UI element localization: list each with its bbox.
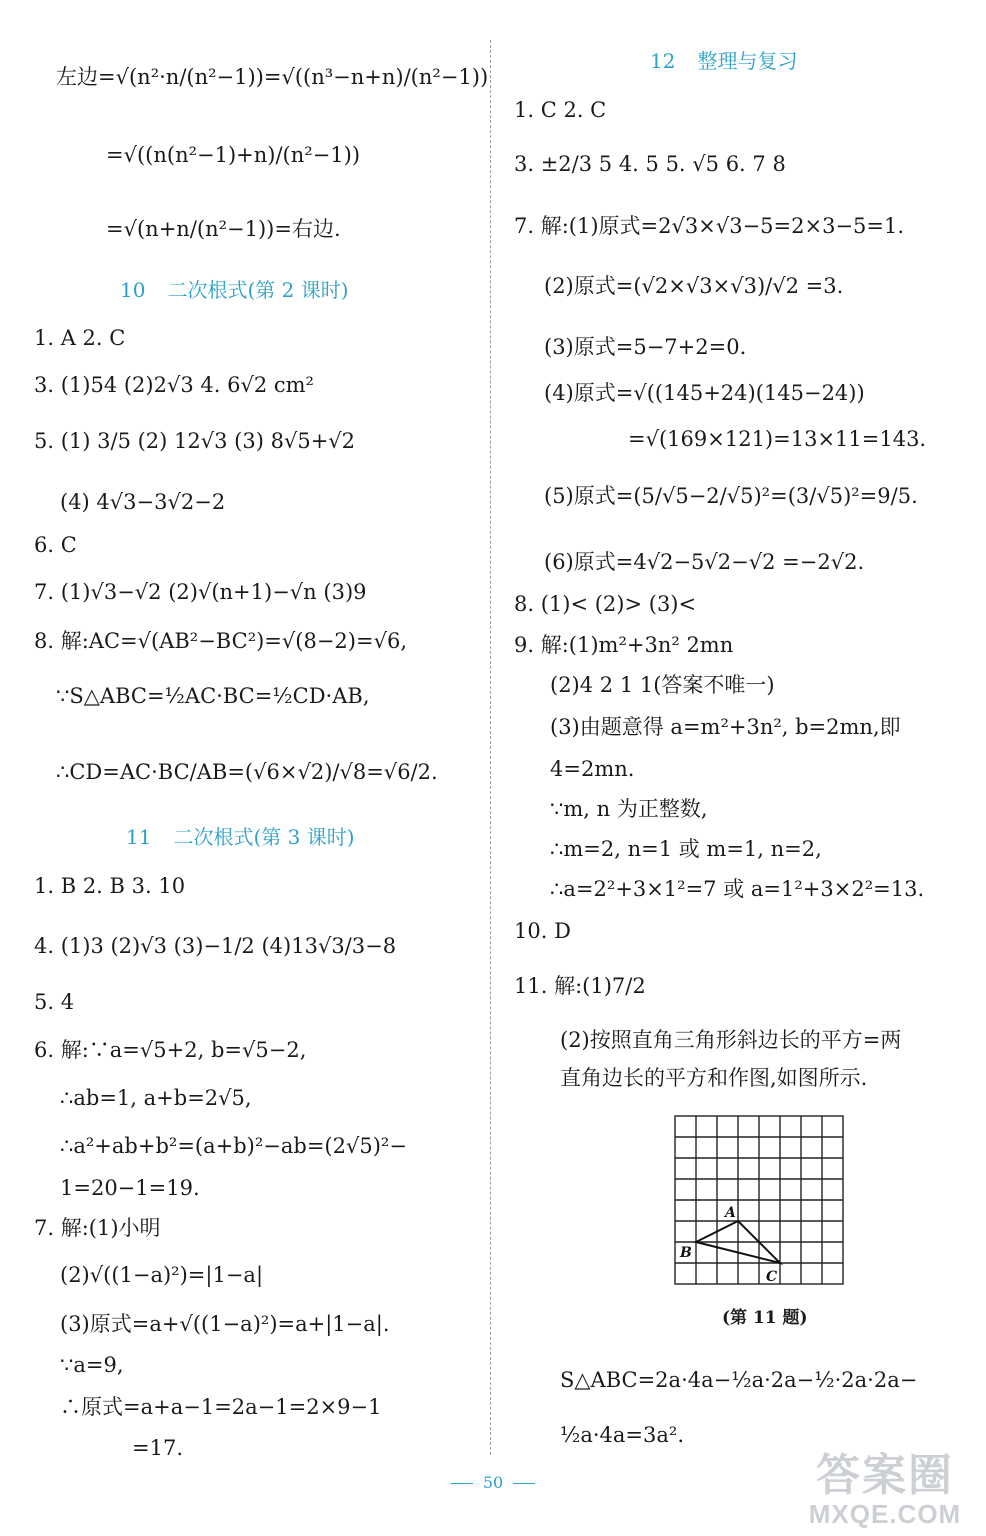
answer-line: (2)4 2 1 1(答案不唯一): [550, 673, 775, 697]
section-title: 二次根式(第 2 课时): [167, 278, 349, 302]
vertex-label-c: C: [766, 1269, 778, 1285]
answer-line: (2)√((1−a)²)=|1−a|: [60, 1263, 264, 1287]
answer-line: 左边=√(n²·n/(n²−1))=√((n³−n+n)/(n²−1)): [56, 65, 489, 89]
answer-line: (6)原式=4√2−5√2−√2 =−2√2.: [544, 550, 865, 574]
answer-line: (2)按照直角三角形斜边长的平方=两: [560, 1028, 902, 1052]
section-heading: [126, 822, 355, 852]
answer-line: ∵S△ABC=½AC·BC=½CD·AB,: [56, 684, 370, 708]
answer-line: 1. B 2. B 3. 10: [34, 874, 186, 898]
answer-line: (3)原式=5−7+2=0.: [544, 335, 747, 359]
answer-line: ½a·4a=3a².: [560, 1423, 685, 1447]
page-number: 50: [482, 1473, 504, 1492]
answer-line: 4. (1)3 (2)√3 (3)−1/2 (4)13√3/3−8: [34, 934, 397, 958]
answer-line: (4) 4√3−3√2−2: [60, 490, 226, 514]
answer-line: ∵m, n 为正整数,: [550, 797, 708, 821]
answer-line: 6. C: [34, 533, 77, 557]
answer-line: 8. 解:AC=√(AB²−BC²)=√(8−2)=√6,: [34, 629, 407, 653]
watermark-url: MXQE.COM: [808, 1499, 962, 1529]
section-number: 12: [650, 49, 676, 73]
answer-line: ∴CD=AC·BC/AB=(√6×√2)/√8=√6/2.: [56, 760, 438, 784]
answer-line: ∴ab=1, a+b=2√5,: [60, 1086, 252, 1110]
answer-line: 10. D: [514, 919, 571, 943]
section-number: 10: [120, 278, 146, 302]
vertex-label-a: A: [725, 1205, 736, 1221]
figure-caption: (第 11 题): [722, 1308, 808, 1328]
answer-line: ∴m=2, n=1 或 m=1, n=2,: [550, 837, 822, 861]
answer-line: =√((n(n²−1)+n)/(n²−1)): [106, 143, 361, 167]
answer-line: ∴a=2²+3×1²=7 或 a=1²+3×2²=13.: [550, 877, 925, 901]
section-title: 整理与复习: [697, 49, 798, 73]
answer-line: 3. (1)54 (2)2√3 4. 6√2 cm²: [34, 373, 314, 397]
answer-line: S△ABC=2a·4a−½a·2a−½·2a·2a−: [560, 1368, 918, 1392]
answer-line: (3)由题意得 a=m²+3n², b=2mn,即: [550, 715, 901, 739]
answer-line: 4=2mn.: [550, 757, 635, 781]
answer-line: 6. 解:∵a=√5+2, b=√5−2,: [34, 1038, 307, 1062]
answer-line: 5. 4: [34, 990, 75, 1014]
answer-line: 8. (1)< (2)> (3)<: [514, 592, 697, 616]
section-heading: [650, 46, 797, 76]
answer-line: 3. ±2/3 5 4. 5 5. √5 6. 7 8: [514, 152, 786, 176]
answer-line: =17.: [132, 1436, 183, 1460]
answer-line: 5. (1) 3/5 (2) 12√3 (3) 8√5+√2: [34, 429, 356, 453]
answer-line: 7. (1)√3−√2 (2)√(n+1)−√n (3)9: [34, 580, 367, 604]
footer-dash-left: [451, 1483, 473, 1484]
footer-dash-right: [513, 1483, 535, 1484]
answer-line: ∴a²+ab+b²=(a+b)²−ab=(2√5)²−: [60, 1134, 407, 1158]
grid-figure: [674, 1115, 846, 1287]
answer-line: ∴原式=a+a−1=2a−1=2×9−1: [60, 1395, 382, 1419]
section-heading: [120, 275, 349, 305]
answer-line: 9. 解:(1)m²+3n² 2mn: [514, 633, 734, 657]
answer-line: 7. 解:(1)原式=2√3×√3−5=2×3−5=1.: [514, 214, 905, 238]
answer-line: 11. 解:(1)7/2: [514, 974, 646, 998]
answer-line: 1. A 2. C: [34, 326, 126, 350]
answer-line: =√(169×121)=13×11=143.: [628, 427, 927, 451]
answer-line: (4)原式=√((145+24)(145−24)): [544, 381, 865, 405]
vertex-label-b: B: [680, 1245, 692, 1261]
watermark-logo: 答案圈: [816, 1451, 954, 1500]
answer-line: (2)原式=(√2×√3×√3)/√2 =3.: [544, 274, 844, 298]
answer-line: 1. C 2. C: [514, 98, 607, 122]
answer-line: ∵a=9,: [60, 1353, 124, 1377]
answer-line: (5)原式=(5/√5−2/√5)²=(3/√5)²=9/5.: [544, 484, 918, 508]
answer-line: 7. 解:(1)小明: [34, 1216, 161, 1240]
column-divider: [490, 40, 491, 1455]
watermark: [800, 1452, 970, 1528]
answer-line: 直角边长的平方和作图,如图所示.: [560, 1066, 868, 1090]
section-title: 二次根式(第 3 课时): [173, 825, 355, 849]
answer-line: (3)原式=a+√((1−a)²)=a+|1−a|.: [60, 1312, 390, 1336]
section-number: 11: [126, 825, 152, 849]
answer-line: 1=20−1=19.: [60, 1176, 200, 1200]
grid-lines: [675, 1116, 843, 1284]
answer-line: =√(n+n/(n²−1))=右边.: [106, 217, 341, 241]
